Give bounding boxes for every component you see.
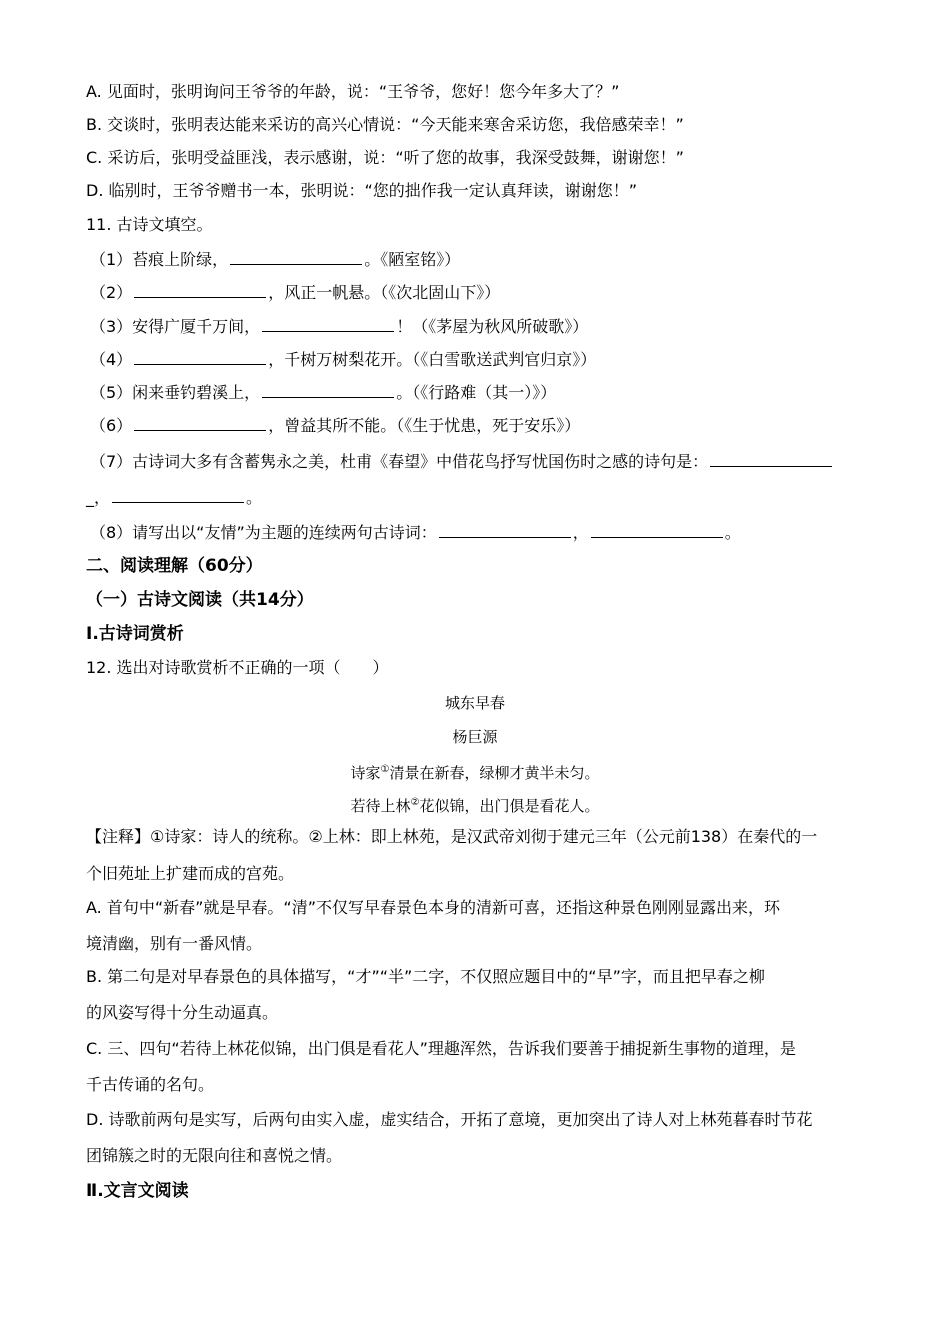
q11-item-4 (90, 350, 596, 370)
poem-line-2-b: 花似锦，出门俱是看花人。 (419, 797, 600, 815)
q11-item-7-text: （7）古诗词大多有含蓄隽永之美，杜甫《春望》中借花鸟抒写忧国伤时之感的诗句是： (90, 452, 709, 471)
q12-option-d-line2: 团锦簇之时的无限向往和喜悦之情。 (86, 1146, 343, 1165)
q11-item-2-pre: （2） (90, 283, 133, 302)
poem-line-1 (0, 760, 950, 783)
answer-blank[interactable] (230, 250, 362, 265)
part-heading: Ⅰ.古诗词赏析 (86, 624, 184, 644)
q10-option-a: A. 见面时，张明询问王爷爷的年龄，说：“王爷爷，您好！您今年多大了？” (86, 82, 620, 101)
q11-item-7-line1 (90, 452, 834, 472)
footnote-mark-2: ② (410, 797, 420, 808)
q11-item-7-cont: _， (86, 488, 111, 507)
note-line-2: 个旧苑址上扩建而成的宫苑。 (86, 864, 295, 883)
q12-title: 12. 选出对诗歌赏析不正确的一项（ ） (86, 658, 389, 677)
q11-item-2-post: ，风正一帆悬。（《次北固山下》） (268, 283, 501, 302)
poem-author: 杨巨源 (452, 728, 498, 746)
answer-blank[interactable] (262, 383, 394, 398)
q11-item-6 (90, 416, 580, 436)
q12-option-c-line1: C. 三、四句“若待上林花似锦，出门俱是看花人”理趣浑然，告诉我们要善于捕捉新生事物的道理，是 (86, 1039, 796, 1058)
q12-option-c-line2: 千古传诵的名句。 (86, 1075, 215, 1094)
answer-blank[interactable] (439, 523, 571, 538)
q12-option-b-line1: B. 第二句是对早春景色的具体描写，“才”“半”二字，不仅照应题目中的“早”字，而且把早春之柳 (86, 967, 765, 986)
answer-blank[interactable] (262, 317, 394, 332)
answer-blank[interactable] (591, 523, 723, 538)
answer-blank[interactable] (134, 283, 266, 298)
section-heading: 二、阅读理解（60分） (86, 556, 263, 576)
q11-item-5 (90, 383, 556, 403)
q11-item-4-pre: （4） (90, 350, 133, 369)
q11-item-7-line2 (86, 488, 262, 508)
answer-blank[interactable] (134, 350, 266, 365)
answer-blank[interactable] (710, 452, 832, 467)
poem-title: 城东早春 (444, 694, 505, 712)
q11-item-3-post: ！（《茅屋为秋风所破歌》） (396, 317, 589, 336)
q11-item-1-post: 。《陋室铭》） (364, 250, 461, 269)
answer-blank[interactable] (112, 488, 244, 503)
poem-line-2-a: 若待上林 (350, 797, 411, 815)
answer-blank[interactable] (134, 416, 266, 431)
q11-item-6-pre: （6） (90, 416, 133, 435)
q11-item-8-mid: ， (572, 523, 589, 542)
q11-title: 11. 古诗文填空。 (86, 215, 213, 234)
q11-item-2 (90, 283, 500, 303)
footnote-mark-1: ① (380, 764, 390, 775)
q11-item-8 (90, 523, 741, 543)
q11-item-3-pre: （3）安得广厦千万间， (90, 317, 261, 336)
q10-option-d: D. 临别时，王爷爷赠书一本，张明说：“您的拙作我一定认真拜读，谢谢您！” (86, 181, 638, 200)
q11-item-6-post: ，曾益其所不能。（《生于忧患，死于安乐》） (268, 416, 581, 435)
q11-item-8-pre: （8）请写出以“友情”为主题的连续两句古诗词： (90, 523, 437, 542)
q11-item-1 (90, 250, 460, 270)
poem-line-2 (0, 793, 950, 816)
q12-option-d-line1: D. 诗歌前两句是实写，后两句由实入虚，虚实结合，开拓了意境，更加突出了诗人对上林苑暮春时节花 (86, 1110, 813, 1129)
q10-option-c: C. 采访后，张明受益匪浅，表示感谢，说：“听了您的故事，我深受鼓舞，谢谢您！” (86, 148, 684, 167)
note-line-1: 【注释】①诗家：诗人的统称。②上林：即上林苑，是汉武帝刘彻于建元三年（公元前138）在秦代的一 (86, 827, 818, 846)
q11-item-5-pre: （5）闲来垂钓碧溪上， (90, 383, 261, 402)
q11-item-1-pre: （1）苔痕上阶绿， (90, 250, 229, 269)
subsection-heading: （一）古诗文阅读（共14分） (86, 590, 314, 610)
q10-option-b: B. 交谈时，张明表达能来采访的高兴心情说：“今天能来寒舍采访您，我倍感荣幸！” (86, 115, 684, 134)
q12-option-a-line1: A. 首句中“新春”就是早春。“清”不仅写早春景色本身的清新可喜，还指这种景色刚刚显露出来，环 (86, 898, 780, 917)
q11-item-8-end: 。 (724, 523, 741, 542)
poem-line-1-a: 诗家 (350, 764, 381, 782)
q11-item-3 (90, 317, 588, 337)
q12-option-b-line2: 的风姿写得十分生动逼真。 (86, 1003, 279, 1022)
q11-item-5-post: 。（《行路难（其一）》） (396, 383, 557, 402)
q11-item-4-post: ，千树万树梨花开。（《白雪歌送武判官归京》） (268, 350, 597, 369)
poem-line-1-b: 清景在新春，绿柳才黄半未匀。 (389, 764, 600, 782)
q11-item-7-end: 。 (246, 488, 263, 507)
part-heading-2: Ⅱ.文言文阅读 (86, 1181, 189, 1201)
q12-option-a-line2: 境清幽，别有一番风情。 (86, 934, 263, 953)
